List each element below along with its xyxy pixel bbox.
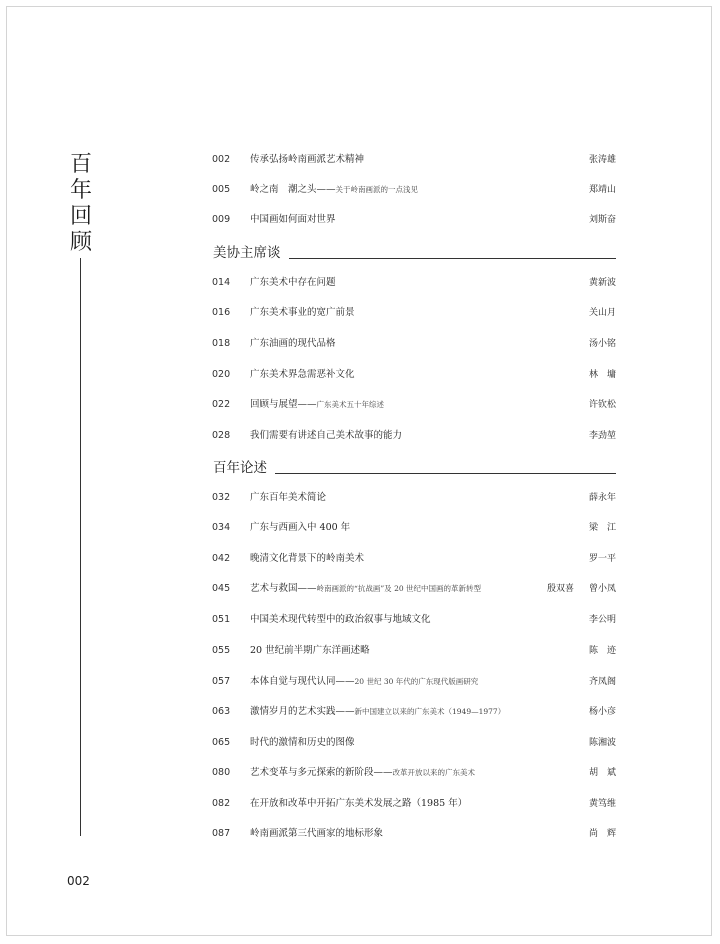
entry-page-number: 057 bbox=[212, 676, 231, 687]
section-heading-label: 百年论述 bbox=[213, 457, 275, 479]
toc-entry[interactable] bbox=[212, 795, 616, 813]
entry-page-number: 051 bbox=[212, 614, 231, 625]
entry-author: 薛永年 bbox=[588, 493, 616, 503]
side-title-char: 年 bbox=[69, 178, 92, 203]
entry-title: 艺术变革与多元探索的新阶段——改革开放以来的广东美术 bbox=[250, 767, 476, 778]
entry-page-number: 032 bbox=[212, 492, 231, 503]
side-title-char: 百 bbox=[69, 152, 92, 177]
entry-author: 林 墉 bbox=[588, 370, 616, 380]
entry-title: 20 世纪前半期广东洋画述略 bbox=[250, 645, 370, 656]
entry-title: 广东油画的现代品格 bbox=[250, 338, 336, 349]
entry-author: 罗一平 bbox=[588, 554, 616, 564]
toc-entry[interactable] bbox=[212, 151, 616, 169]
entry-author: 曾小凤 bbox=[588, 584, 616, 594]
toc-entry[interactable] bbox=[212, 427, 616, 445]
toc-entry[interactable] bbox=[212, 611, 616, 629]
toc-entry[interactable] bbox=[212, 489, 616, 507]
toc-entry[interactable] bbox=[212, 825, 616, 843]
entry-title: 广东百年美术简论 bbox=[250, 492, 327, 503]
toc-entry[interactable] bbox=[212, 734, 616, 752]
entry-page-number: 082 bbox=[212, 798, 231, 809]
entry-page-number: 022 bbox=[212, 399, 231, 410]
entry-title: 在开放和改革中开拓广东美术发展之路（1985 年） bbox=[250, 798, 468, 809]
side-vertical-rule bbox=[80, 258, 81, 836]
entry-author: 李公明 bbox=[588, 615, 616, 625]
entry-title: 岭之南 潮之头——关于岭南画派的一点浅见 bbox=[250, 184, 419, 195]
entry-author: 郑靖山 bbox=[588, 185, 616, 195]
side-title bbox=[69, 152, 93, 256]
entry-page-number: 018 bbox=[212, 338, 231, 349]
entry-page-number: 005 bbox=[212, 184, 231, 195]
entry-author: 陈 迹 bbox=[588, 646, 616, 656]
entry-author: 许钦松 bbox=[588, 400, 616, 410]
entry-page-number: 065 bbox=[212, 737, 231, 748]
toc-entry[interactable] bbox=[212, 519, 616, 537]
entry-author: 陈湘波 bbox=[588, 738, 616, 748]
section-heading-label: 美协主席谈 bbox=[213, 242, 289, 264]
entry-title: 岭南画派第三代画家的地标形象 bbox=[250, 828, 384, 839]
toc-entry[interactable] bbox=[212, 304, 616, 322]
toc-entry[interactable] bbox=[212, 335, 616, 353]
entry-author: 殷双喜 bbox=[546, 584, 574, 594]
entry-title: 广东美术界急需恶补文化 bbox=[250, 369, 355, 380]
entry-title: 艺术与救国——岭南画派的“抗战画”及 20 世纪中国画的革新转型 bbox=[250, 583, 481, 594]
entry-title: 中国美术现代转型中的政治叙事与地域文化 bbox=[250, 614, 431, 625]
toc-entry[interactable] bbox=[212, 764, 616, 782]
entry-title: 中国画如何面对世界 bbox=[250, 214, 336, 225]
entry-title: 激情岁月的艺术实践——新中国建立以来的广东美术（1949—1977） bbox=[250, 706, 506, 717]
toc-entry[interactable] bbox=[212, 642, 616, 660]
section-heading bbox=[212, 457, 616, 479]
section-rule bbox=[264, 473, 616, 474]
entry-page-number: 002 bbox=[212, 154, 231, 165]
entry-title: 广东与西画入中 400 年 bbox=[250, 522, 351, 533]
entry-page-number: 028 bbox=[212, 430, 231, 441]
entry-subtitle: 广东美术五十年综述 bbox=[316, 400, 385, 409]
side-title-char: 顾 bbox=[69, 230, 92, 255]
entry-subtitle: 岭南画派的“抗战画”及 20 世纪中国画的革新转型 bbox=[316, 584, 481, 593]
entry-author: 关山月 bbox=[588, 308, 616, 318]
entry-author: 汤小铭 bbox=[588, 339, 616, 349]
entry-title: 广东美术中存在问题 bbox=[250, 277, 336, 288]
entry-author: 张涛雄 bbox=[588, 155, 616, 165]
entry-page-number: 045 bbox=[212, 583, 231, 594]
toc-entry[interactable] bbox=[212, 673, 616, 691]
toc-entry[interactable] bbox=[212, 550, 616, 568]
entry-page-number: 080 bbox=[212, 767, 231, 778]
section-heading bbox=[212, 242, 616, 264]
entry-subtitle: 关于岭南画派的一点浅见 bbox=[335, 185, 419, 194]
toc-entry[interactable] bbox=[212, 396, 616, 414]
entry-title: 我们需要有讲述自己美术故事的能力 bbox=[250, 430, 403, 441]
entry-author: 梁 江 bbox=[588, 523, 616, 533]
toc-entry[interactable] bbox=[212, 703, 616, 721]
entry-page-number: 009 bbox=[212, 214, 231, 225]
entry-title: 广东美术事业的宽广前景 bbox=[250, 307, 355, 318]
entry-subtitle: 新中国建立以来的广东美术（1949—1977） bbox=[354, 707, 506, 716]
entry-author: 黄新波 bbox=[588, 278, 616, 288]
entry-title: 本体自觉与现代认同——20 世纪 30 年代的广东现代版画研究 bbox=[250, 676, 479, 687]
entry-author: 胡 斌 bbox=[588, 768, 616, 778]
toc-entry[interactable] bbox=[212, 211, 616, 229]
entry-page-number: 016 bbox=[212, 307, 231, 318]
entry-page-number: 042 bbox=[212, 553, 231, 564]
entry-title: 晚清文化背景下的岭南美术 bbox=[250, 553, 365, 564]
entry-title: 回顾与展望——广东美术五十年综述 bbox=[250, 399, 385, 410]
entry-title: 时代的激情和历史的图像 bbox=[250, 737, 355, 748]
entry-page-number: 034 bbox=[212, 522, 231, 533]
toc-entry[interactable] bbox=[212, 580, 616, 598]
toc-entry[interactable] bbox=[212, 366, 616, 384]
entry-subtitle: 改革开放以来的广东美术 bbox=[392, 768, 476, 777]
entry-page-number: 087 bbox=[212, 828, 231, 839]
entry-page-number: 020 bbox=[212, 369, 231, 380]
entry-page-number: 014 bbox=[212, 277, 231, 288]
entry-author: 刘斯奋 bbox=[588, 215, 616, 225]
entry-title: 传承弘扬岭南画派艺术精神 bbox=[250, 154, 365, 165]
toc-entry[interactable] bbox=[212, 181, 616, 199]
side-title-char: 回 bbox=[69, 204, 92, 229]
entry-author: 尚 辉 bbox=[588, 829, 616, 839]
entry-author: 齐凤阁 bbox=[588, 677, 616, 687]
entry-author: 黄笃维 bbox=[588, 799, 616, 809]
page-number: 002 bbox=[67, 874, 90, 888]
entry-subtitle: 20 世纪 30 年代的广东现代版画研究 bbox=[354, 677, 479, 686]
toc-entry[interactable] bbox=[212, 274, 616, 292]
section-rule bbox=[276, 258, 616, 259]
entry-page-number: 063 bbox=[212, 706, 231, 717]
entry-author: 李劲堃 bbox=[588, 431, 616, 441]
entry-page-number: 055 bbox=[212, 645, 231, 656]
entry-author: 杨小彦 bbox=[588, 707, 616, 717]
